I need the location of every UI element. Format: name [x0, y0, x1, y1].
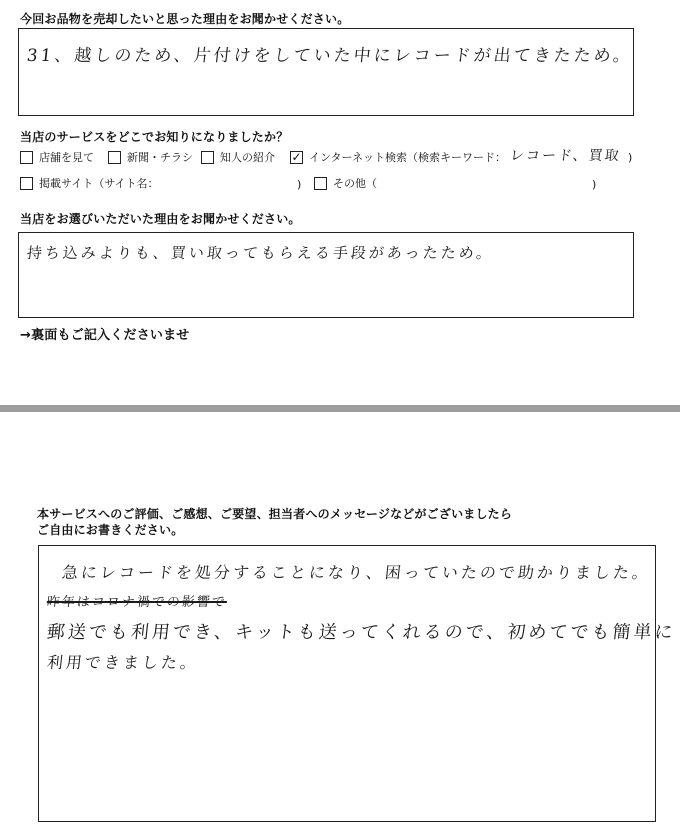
answer-sell-reason: 31、越しのため、片付けをしていた中にレコードが出てきたため。	[25, 46, 635, 66]
answer-box-sell-reason[interactable]	[18, 28, 634, 116]
checkbox-checked[interactable]	[290, 151, 303, 164]
question-sell-reason: 今回お品物を売却したいと思った理由をお聞かせください。	[20, 12, 350, 26]
check-icon: ✓	[291, 150, 302, 164]
question-feedback-line2: ご自由にお書きください。	[37, 523, 184, 537]
question-why-chose: 当店をお選びいただいた理由をお聞かせください。	[20, 212, 301, 226]
checkbox[interactable]	[20, 177, 33, 190]
option-other[interactable]: その他（	[314, 175, 377, 191]
answer-box-feedback[interactable]	[38, 545, 677, 822]
answer-box-why-chose[interactable]	[18, 232, 634, 318]
page-divider	[0, 405, 680, 412]
checkbox[interactable]	[201, 151, 214, 164]
internet-close-paren: )	[628, 151, 633, 164]
internet-keyword: レコード、買取	[509, 148, 622, 164]
checkbox[interactable]	[314, 177, 327, 190]
option-newspaper[interactable]: 新聞・チラシ	[108, 149, 193, 165]
option-referral[interactable]: 知人の紹介	[201, 149, 275, 165]
site-close-paren: )	[297, 178, 302, 191]
checkbox[interactable]	[20, 151, 33, 164]
answer-why-chose: 持ち込みよりも、買い取ってもらえる手段があったため。	[26, 244, 496, 262]
option-site[interactable]: 掲載サイト（サイト名：	[20, 175, 158, 191]
feedback-line1: 急にレコードを処分することになり、困っていたので助かりました。	[60, 563, 652, 582]
feedback-line4: 利用できました。	[45, 653, 200, 672]
question-how-found: 当店のサービスをどこでお知りになりましたか？	[20, 130, 289, 144]
feedback-struck-text: 昨年はコロナ禍での影響で	[46, 595, 228, 610]
option-store[interactable]: 店舗を見て	[20, 149, 94, 165]
question-feedback-line1: 本サービスへのご評価、ご感想、ご要望、担当者へのメッセージなどがございましたら	[37, 507, 513, 521]
option-internet[interactable]: ✓ インターネット検索（検索キーワード：	[291, 150, 507, 164]
back-side-note: →裏面もご記入くださいませ	[20, 328, 190, 343]
feedback-line3: 郵送でも利用でき、キットも送ってくれるので、初めてでも簡単に	[45, 622, 677, 643]
checkbox[interactable]	[108, 151, 121, 164]
other-close-paren: )	[592, 178, 597, 191]
